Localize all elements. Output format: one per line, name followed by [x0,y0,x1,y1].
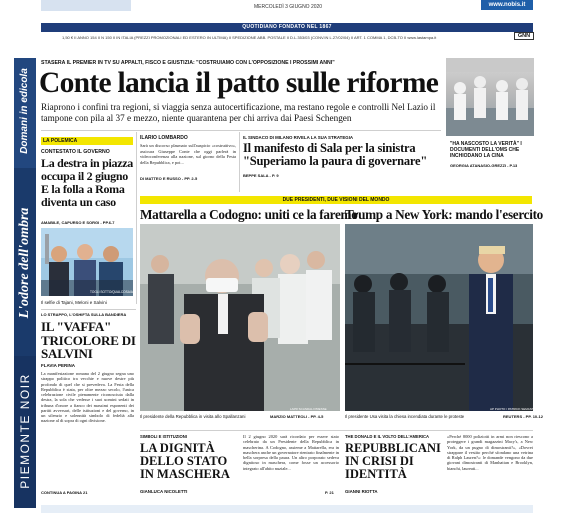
trump-illustration [345,224,533,411]
mattarella-photo [140,224,340,411]
vaffa-byline: FLAVIA PERINA [41,363,76,368]
simboli-byline: GIANLUCA NICOLETTI [140,489,188,494]
polemica-kicker: CONTESTATO IL GOVERNO [41,149,110,155]
oms-photo-illustration [446,58,534,136]
mattarella-credit2: LAPR SCANDALI PRESSE [290,407,327,411]
polemica-byline: AMABILE, CAPURSO E SORGI - PP.6-7 [41,220,115,225]
lombardo-byline: ILARIO LOMBARDO [140,135,188,141]
two-presidents-banner: DUE PRESIDENTI, DUE VISIONI DEL MONDO [140,196,532,204]
simboli-continued: P. 21 [325,490,334,495]
selfie-credit: TOGLI SOTTO/QUALCOSA/AP [90,290,136,294]
divider-under-lead [41,130,441,131]
oms-headline[interactable]: "HA NASCOSTO LA VERITÀ" I DOCUMENTI DELL'OMS CHE INCHIODANO LA CINA [450,141,522,159]
masthead-info-line: 1,50 € II ANNO 154 II N 150 II IN ITALIA (PREZZI PROMOZIONALI ED ESTERO IN ULTIMA) II SPEDIZIONE ABB. POSTALE II D.L.353/03 (CONV.IN L.27/02/04) II ART. 1 COMMA 1, DCB-TO II www.lastampa.it [62,35,437,40]
selfie-illustration [41,228,136,296]
masthead-website[interactable]: www.nobis.it [481,0,533,10]
divider-above-bottom [140,430,533,431]
sala-headline[interactable]: Il manifesto di Sala per la sinistra "Superiamo la paura di governare" [243,141,428,168]
democrazia-headline[interactable]: REPUBBLICANI IN CRISI DI IDENTITÀ [345,441,441,481]
sala-byline: BEPPE SALA - P. 9 [243,173,279,178]
simboli-kicker: SIMBOLI E ISTITUZIONI [140,434,187,439]
gnn-logo: GNN [514,32,534,40]
oms-byline: GEORGIA ATANASIO-GREZZI - P.13 [450,163,518,168]
mattarella-credit: MARZIO MATTEOLI - PP. 4-5 [270,414,324,419]
vaffa-continued: CONTINUA A PAGINA 21 [41,490,88,495]
sidebar-lodore-label: L'odore dell'ombra [17,207,32,319]
bottom-strip [41,505,533,513]
polemica-headline[interactable]: La destra in piazza occupa il 2 giugno E la folla a Roma diventa un caso [41,156,133,209]
masthead-left-bar [41,0,131,11]
democrazia-byline: GIANNI RIOTTA [345,489,378,494]
trump-credit2: AP PHOTO / PATRICK SEMANSKY [490,407,538,411]
lead-kicker: STASERA IL PREMIER IN TV SU APPALTI, FISCO E GIUSTIZIA: "COSTRUIAMO CON L'OPPOSIZIONE I PROSSIMI ANNI" [41,60,335,66]
oms-photo [446,58,534,136]
sidebar-domani-label: Domani in edicola [19,68,30,154]
divider-above-vaffa [41,309,136,310]
trump-photo [345,224,533,411]
polemica-label: LA POLEMICA [41,137,133,145]
vaffa-body: La manifestazione romana del 2 giugno segna uno strappo politico tra vecchie e nuove destre più profondo di quel che si prevedeva. La Festa della Repubblica è stata, per oltre mezzo secolo, l'unica celebrazione civile pienamente riconosciuta dalla destra, la sola che vedesse i suoi uomini sedati in tribuna d'onore a fianco dei massimi esponenti dei partiti avversari, delle istituzioni e del governo, in un silenzio e solennità simbolo di fedeltà alla nazione al di sopra di ogni divisione. [41,371,134,424]
lombardo-body: Sarà un discorso plasmato sull'auspicio «costruttivo», assicura Giuseppe Conte che oggi parlerà in videoconferenza alla nazione, sul giorno della Festa della Repubblica, e poi... [140,143,236,165]
democrazia-body: «Perché 8000 poliziotti in armi non riescono a proteggere i grandi magazzini Macy's, a New York, da un pugno di dimostranti?», «Dovrei strappare il vestito perché sfondano una vetrina di Ralph Lauren?»: le domande vengono da due giovani dimostranti di Manhattan e Brooklyn, bianchi, laureati... [447,434,533,471]
lead-standfirst: Riaprono i confini tra regioni, si viaggia senza autocertificazione, ma restano regole e controlli Nel Lazio il tampone con pila al 37 e mezzo, niente quarantena per chi arriva dai Paesi Schengen [41,102,436,123]
sidebar-noir-label: PIEMONTE NOIR [18,373,32,489]
democrazia-kicker: THE DONALD E IL VOLTO DELL'AMERICA [345,434,430,439]
masthead-date: MERCOLEDÌ 3 GIUGNO 2020 [254,4,323,10]
mattarella-caption: Il presidente della Repubblica in visita allo Spallanzani [140,414,246,419]
mattarella-illustration [140,224,340,411]
trump-caption: Il presidente Usa visita la chiesa incendiata durante le proteste [345,414,465,419]
vaffa-headline[interactable]: IL "VAFFA" TRICOLORE DI SALVINI [41,319,136,361]
simboli-body: Il 2 giugno 2020 sarà ricordato per essere stato celebrato da un Presidente della Repubblica in mascherina. A Codogno, assieme a Mattarella, era in maschera anche un governatore rientrato finalmente in bella sorpresa della paura. Un altro porporato sedeva dignitoso in maschera, come fosse un accessorio integrato all'abito nuziale... [243,434,339,471]
lead-headline[interactable]: Conte lancia il patto sulle riforme [39,67,439,99]
vaffa-kicker: LO STRAPPO, L'OSHIFTA SULLA BANDIERA [41,312,127,317]
mattarella-headline[interactable]: Mattarella a Codogno: uniti ce la faremo [140,207,358,222]
trump-headline[interactable]: Trump a New York: mando l'esercito [345,207,543,222]
divider-mid-col [239,132,240,192]
lombardo-continued: DI MATTEO E RUSSO - PP. 2-5 [140,176,198,181]
founded-bar: QUOTIDIANO FONDATO NEL 1867 [41,23,533,32]
selfie-caption: Il selfie di Tajani, Meloni e Salvini [41,300,107,305]
trump-credit: REUTERS - PP. 10-12 [503,414,543,419]
simboli-headline[interactable]: LA DIGNITÀ DELLO STATO IN MASCHERA [140,441,230,481]
selfie-photo [41,228,136,296]
sala-kicker: IL SINDACO DI MILANO RIVELA LA SUA STRATEGIA [243,135,354,140]
